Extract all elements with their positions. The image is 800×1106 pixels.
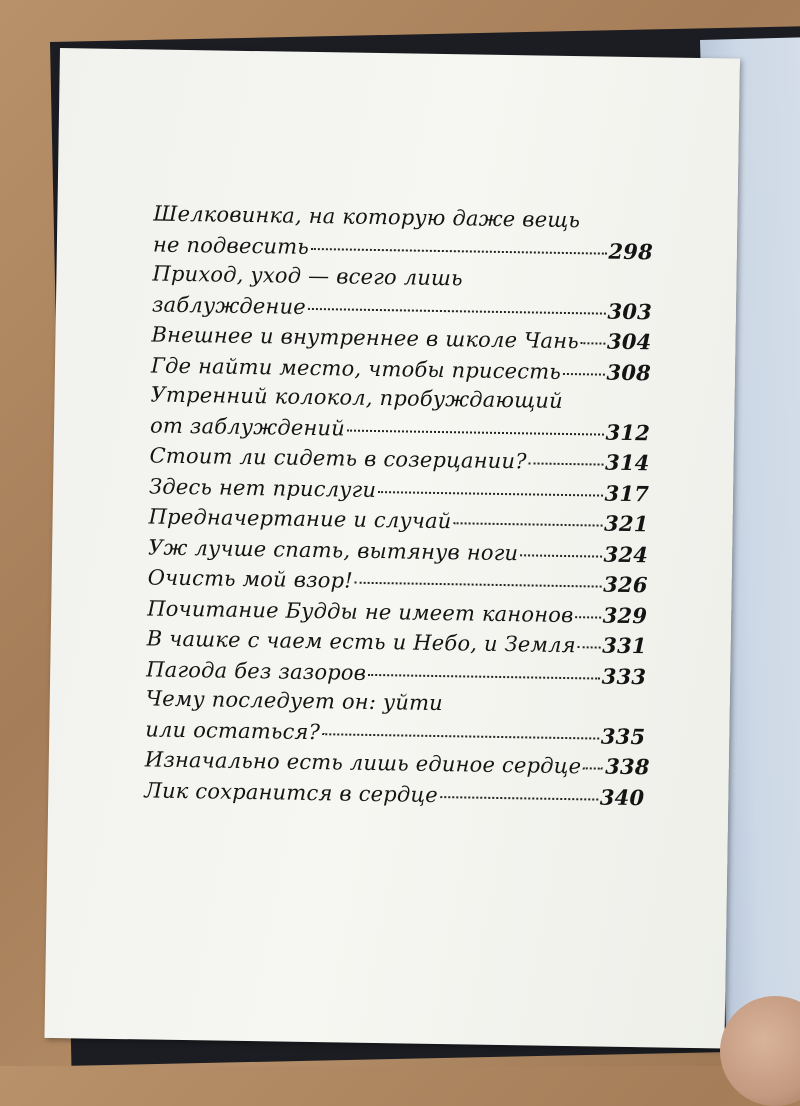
dot-leader bbox=[311, 247, 606, 254]
toc-entry-title-cont: от заблуждений bbox=[149, 412, 346, 441]
dot-leader bbox=[529, 462, 603, 465]
toc-page-number: 312 bbox=[605, 419, 651, 445]
dot-leader bbox=[355, 582, 601, 588]
dot-leader bbox=[583, 767, 603, 769]
toc-entry-title: Предначертание и случай bbox=[148, 504, 452, 534]
toc-entry-title: Стоит ли сидеть в созерцании? bbox=[149, 443, 527, 474]
dot-leader bbox=[578, 646, 600, 648]
dot-leader bbox=[322, 733, 599, 739]
toc-page-number: 326 bbox=[603, 571, 648, 598]
dot-leader bbox=[453, 522, 602, 526]
toc-page-number: 335 bbox=[600, 723, 646, 749]
dot-leader bbox=[581, 342, 605, 344]
toc-page-number: 317 bbox=[604, 480, 650, 506]
dot-leader bbox=[308, 307, 606, 314]
toc-page-number: 321 bbox=[603, 510, 649, 537]
dot-leader bbox=[520, 554, 601, 557]
toc-entry-title: Утренний колокол, пробуждающий bbox=[150, 382, 564, 413]
toc-page-number: 314 bbox=[604, 449, 650, 476]
toc-entry-title: Чему последует он: уйти bbox=[145, 686, 444, 716]
toc-entry-title: Внешнее и внутреннее в школе Чань bbox=[151, 322, 580, 354]
toc-entry-title: Шелковинка, на которую даже вещь bbox=[153, 201, 581, 233]
toc-page-number: 303 bbox=[607, 298, 653, 324]
toc-page-number: 304 bbox=[606, 328, 652, 355]
toc-entry-title: Здесь нет прислуги bbox=[148, 473, 377, 502]
toc-page-number: 329 bbox=[602, 602, 648, 628]
toc-entry-title-cont: или остаться? bbox=[145, 716, 321, 744]
toc-entry-title-cont: не подвесить bbox=[152, 231, 310, 259]
toc-entry-title: Почитание Будды не имеет канонов bbox=[147, 595, 574, 627]
toc-page-number: 324 bbox=[603, 541, 649, 567]
dot-leader bbox=[563, 372, 605, 375]
toc-page-number: 333 bbox=[601, 663, 647, 689]
toc-entry bbox=[152, 259, 653, 327]
toc-entry-title: Лик сохранится в сердце bbox=[144, 777, 439, 807]
dot-leader bbox=[576, 616, 601, 618]
toc-entry-title: Уж лучше спать, вытянув ноги bbox=[147, 534, 519, 565]
table-of-contents bbox=[144, 199, 653, 813]
toc-entry-title: Очисть мой взор! bbox=[147, 565, 354, 593]
dot-leader bbox=[378, 491, 602, 497]
toc-entry-title: Приход, уход — всего лишь bbox=[152, 261, 463, 291]
toc-entry bbox=[145, 684, 646, 752]
dot-leader bbox=[347, 429, 604, 435]
toc-page-number: 340 bbox=[599, 784, 645, 810]
toc-entry-title-cont: заблуждение bbox=[151, 291, 307, 319]
toc-entry bbox=[153, 199, 654, 267]
toc-page-number: 298 bbox=[608, 238, 654, 264]
toc-entry-title: Пагода без зазоров bbox=[146, 656, 367, 685]
toc-page-number: 308 bbox=[606, 359, 652, 385]
toc-entry bbox=[150, 380, 651, 448]
toc-page-number: 338 bbox=[605, 753, 650, 780]
toc-page-number: 331 bbox=[602, 632, 647, 659]
dot-leader bbox=[368, 673, 600, 679]
toc-entry-title: Где найти место, чтобы присесть bbox=[150, 352, 562, 384]
book-page bbox=[44, 48, 739, 1049]
dot-leader bbox=[440, 796, 598, 800]
toc-entry-title: Изначально есть лишь единое сердце bbox=[144, 747, 582, 779]
toc-entry-title: В чашке с чаем есть и Небо, и Земля bbox=[146, 626, 576, 658]
